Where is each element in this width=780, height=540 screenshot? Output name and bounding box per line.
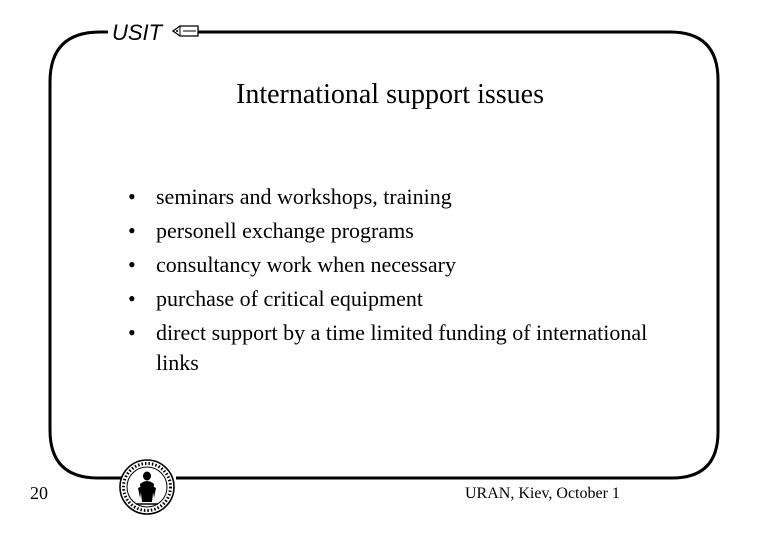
bullet-item: [128, 316, 648, 380]
page-number: 20: [30, 483, 48, 503]
bullet-list: [128, 180, 648, 380]
bullet-text: personell exchange programs: [156, 218, 414, 243]
bullet-text: purchase of critical equipment: [156, 286, 423, 311]
slide-title: International support issues: [236, 79, 544, 110]
bullet-text: consultancy work when necessary: [156, 252, 456, 277]
bullet-dot: •: [128, 218, 136, 243]
bullet-text: direct support by a time limited funding of international links: [156, 320, 648, 375]
pen-nib-icon: [172, 24, 200, 38]
bullet-item: [128, 282, 648, 316]
brand-logo-text: USIT: [108, 20, 166, 46]
bullet-dot: •: [128, 286, 136, 311]
bullet-dot: •: [128, 320, 136, 345]
footer-event-label: URAN, Kiev, October 1: [462, 484, 623, 504]
bullet-text: seminars and workshops, training: [156, 184, 452, 209]
university-seal-icon: [118, 458, 176, 516]
bullet-item: [128, 214, 648, 248]
bullet-dot: •: [128, 252, 136, 277]
bullet-item: [128, 180, 648, 214]
bullet-item: [128, 248, 648, 282]
bullet-dot: •: [128, 184, 136, 209]
